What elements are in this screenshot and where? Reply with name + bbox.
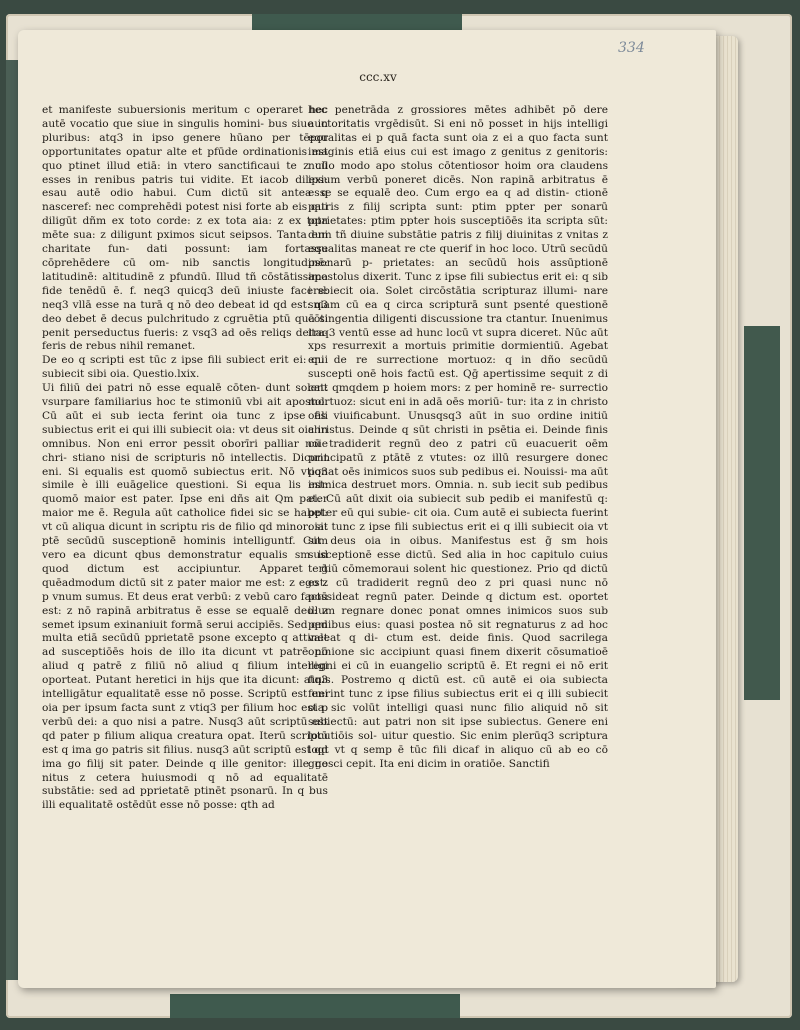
text-block: et manifeste subuersionis meritum c operaret hec autē vocatio que siue in singulis homini- bus siue in pluribus: atq3 in ipso genere hūano per tēpor opportunitates opatur alte et pfūde ordinationis est quo ptinet illud etiā: in vtero sanctificaui te z cū esses in renibus patris tui vidite. Et iacob dilexi: esau autē odio habui. Cum dictū sit antea q nasceref: nec comprehēdi potest nisi forte ab eis qui diligūt dñm ex toto corde: z ex tota aia: z ex tota mēte sua: z diligunt pximos sicut seipsos. Tanta eni charitate fun- dati possunt: iam fortasse cōprehēdere cū om- nib sanctis longitudinē: latitudinē: altitudinē z pfundū. Illud tñ cōstātissima fide tenēdū ē. f. neq3 quicq3 deū iniuste facere: neq3 vllā esse na turā q nō deo debeat id qd est: q3 deo debet ē decus pulchritudo z cgruētia ptū quā si penit perseductus fueris: z vsq3 ad oēs reliqs detra- feris de rebus nihil remanet.: [42, 104, 328, 353]
pencil-foliation: 334: [618, 40, 645, 56]
text-column-left: [42, 104, 328, 890]
folio-number: ccc.xv: [359, 70, 397, 84]
text-column-right: [308, 104, 608, 890]
binding-tape-right: [744, 326, 780, 700]
text-block: Ui filiū dei patri nō esse equalē cōten- dunt solent vsurpare familiarius hoc te stimoniū vbi ait apostol. Cū aūt ei sub iecta ferint oia tunc z ipse fili subiectus erit ei qui illi subiecit oia: vt deus sit oia in omnibus. Non eni error pessit oborīri palliar noie chri- stiano nisi de scripturis nō intellectis. Dicunt eni. Si equalis est quomō subiectus erit. Nō vtiq3 simile è illi euāgelice questioni. Si equa lis est: quomō maior est pater. Ipse eni dñs ait Qm pater maior me ē. Regula aūt catholice fidei sic se habet: vt cū aliqua dicunt in scriptu ris de filio qd minor: sit ptē secūdū susceptionē hominis intelliguntf. Cum vero ea dicunt qbus demonstratur equalis sm id quod dictum est accipiuntur. Apparet ḡ quēadmodum dictū sit z pater maior me est: z ego z p vnum sumus. Et deus erat verbū: z vebū caro factū est: z nō rapinā arbitratus ē esse se equalē deo: z semet ipsum exinaniuit formā serui accipiēs. Sed qm multa etiā secūdū pprietatē psone excepto q attinet ad susceptiōēs hois de illo ita dicunt vt patrē nō aliud q patrē z filiū nō aliud q filium intelligi oporteat. Putant heretici in hijs que ita dicunt: atq3 intelligātur equalitatē esse nō posse. Scriptū est eni oia per ipsum facta sunt z vtiq3 per filium hoc est p verbū dei: a quo nisi a patre. Nusq3 aūt scriptū est qd pater p filium aliqua creatura opat. Iterū scriptū est q ima go patris sit filius. nusq3 aūt scriptū est qd ima go filij sit pater. Deinde q ille genitor: ille ge nitus z cetera huiusmodi q nō ad equalitatē substātie: sed ad pprietatē ptinēt psonarū. In q bus illi equalitatē ostēdūt esse nō posse: qth ad: [42, 382, 328, 812]
text-block: De eo q scripti est tūc z ipse fili subiect erit ei: qui subiecit sibi oia. Questio.lxix.: [42, 354, 328, 381]
incunable-page: [18, 30, 716, 988]
binding-tape-bottom: [170, 994, 460, 1018]
text-block: hec penetrāda z grossiores mētes adhibēt pō dere auctoritatis vrgēdisūt. Si eni nō posset in hijs intelligi equalitas ei p quā facta sunt oia z ei a quo facta sunt imaginis etiā eius cui est imago z genitus z genitoris: nullo modo apo stolus cōtentiosor hoim ora claudens ipsum verbū poneret dicēs. Non rapinā arbitratus ē esse se equalē deo. Cum ergo ea q ad distin- ctionē patris z filij scripta sunt: ptim ppter per sonarū pprietates: ptim ppter hois susceptiōēs ita scripta sūt: dum tñ diuine substātie patris z filij diuinitas z vnitas z equalitas maneat re cte querif in hoc loco. Utrū secūdū psonarū p- prietates: an secūdū hois assūptionē apostolus dixerit. Tunc z ipse fili subiectus erit ei: q sib i sbiecit oia. Solet circōstātia scripturaz illumi- nare sniam cū ea q circa scripturā sunt psenté questionē cōtingentia diligenti discussione tra ctantur. Inuenimus itaq3 ventū esse ad hunc locū vt supra diceret. Nūc aūt xps resurrexit a mortuis primitie dormientiū. Agebat eni de re surrectione mortuoz: q in dño secūdū suscepti onē hois factū est. Qḡ apertissime sequit z di cat: qmqdem p hoiem mors: z per hominē re- surrectio mortuoz: sicut eni in adā oēs moriū- tur: ita z in christo oēs viuificabunt. Unusqsq3 aūt in suo ordine initiū christus. Deinde q sūt christi in psētia ei. Deinde finis cū tradiderit regnū deo z patri cū euacuerit oēm principatū z ptātē z vtutes: oz illū resurgere donec ponat oēs inimicos suos sub pedibus ei. Nouissi- ma aūt inimica destruet mors. Omnia. n. sub iecit sub pedibus ei. Cū aūt dixit oia subiecit sub pedib ei manifestū q: ppter eū qui subie- cit oia. Cum autē ei subiecta fuerint oia: tunc z ipse fili subiectus erit ei q illi subiecit oia vt sit deus oia in oibus. Manifestus est ḡ sm hois susceptionē esse dictū. Sed alia in hoc capitulo cuius tertiū cōmemoraui solent hic questionez. Prio qd dictū est: cū tradiderit regnū deo z pri quasi nunc nō possideat regnū pater. Deinde q dictum est. oportet illum regnare donec ponat omnes inimicos suos sub pedibus eius: quasi postea nō sit regnaturus z ad hoc valeat q di- ctum est. deide finis. Quod sacrilega opinione sic accipiunt quasi finem dixerit cōsumatioē regni ei cū in euangelio scriptū ē. Et regni ei nō erit finis. Postremo q dictū est. cū autē ei oia subiecta fuerint tunc z ipse filius subiectus erit ei q illi subiecit oia sic volūt intelligi quasi nunc filio aliquid nō sit subiectū: aut patri non sit ipse subiectus. Genere eni locutiōis sol- uitur questio. Sic enim plerūq3 scriptura loqt vt q semp ē tūc fili dicaf in aliquo cū ab eo cō gnosci cepit. Ita eni dicim in oratiōe. Sanctifi: [308, 104, 608, 770]
